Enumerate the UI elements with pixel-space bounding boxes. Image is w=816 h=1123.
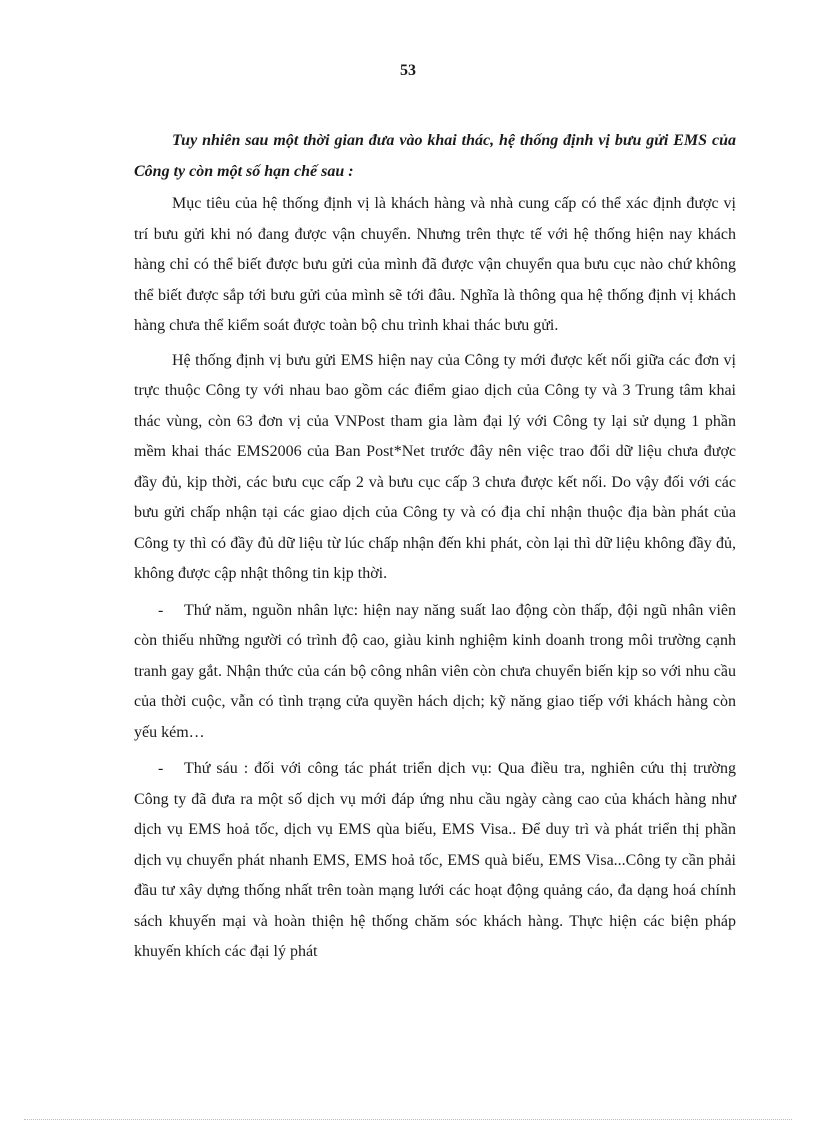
bullet-item-service-development bbox=[134, 754, 736, 968]
section-heading: Tuy nhiên sau một thời gian đưa vào khai thác, hệ thống định vị bưu gửi EMS của Công ty còn một số hạn chế sau : bbox=[134, 132, 736, 180]
paragraph-system-status: Hệ thống định vị bưu gửi EMS hiện nay của Công ty mới được kết nối giữa các đơn vị trực thuộc Công ty với nhau bao gồm các điểm giao dịch của Công ty và 3 Trung tâm khai thác vùng, còn 63 đơn vị của VNPost tham gia làm đại lý với Công ty lại sử dụng 1 phần mềm khai thác EMS2006 của Ban Post*Net trước đây nên việc trao đổi dữ liệu chưa được đầy đủ, kịp thời, các bưu cục cấp 2 và bưu cục cấp 3 chưa được kết nối. Do vậy đối với các bưu gửi chấp nhận tại các giao dịch của Công ty và có địa chỉ nhận thuộc địa bàn phát của Công ty thì có đầy đủ dữ liệu từ lúc chấp nhận đến khi phát, còn lại thì dữ liệu không đầy đủ, không được cập nhật thông tin kịp thời. bbox=[134, 351, 736, 582]
bullet-text: Thứ sáu : đối với công tác phát triển dịch vụ: Qua điều tra, nghiên cứu thị trường Công ty đã đưa ra một số dịch vụ mới đáp ứng nhu cầu ngày càng cao của khách hàng như dịch vụ EMS hoả tốc, dịch vụ EMS qùa biếu, EMS Visa.. Để duy trì và phát triển thị phần dịch vụ chuyển phát nhanh EMS, EMS hoả tốc, EMS quà biếu, EMS Visa...Công ty cần phải đầu tư xây dựng thống nhất trên toàn mạng lưới các hoạt động quảng cáo, đa dạng hoá chính sách khuyến mại và hoàn thiện hệ thống chăm sóc khách hàng. Thực hiện các biện pháp khuyến khích các đại lý phát bbox=[134, 760, 736, 960]
document-body bbox=[134, 126, 736, 974]
page-number: 53 bbox=[400, 62, 416, 79]
bullet-text: Thứ năm, nguồn nhân lực: hiện nay năng suất lao động còn thấp, đội ngũ nhân viên còn thiếu những người có trình độ cao, giàu kinh nghiệm kinh doanh trong môi trường cạnh tranh gay gắt. Nhận thức của cán bộ công nhân viên còn chưa chuyển biến kịp so với nhu cầu của thời cuộc, vẫn có tình trạng cửa quyền hách dịch; kỹ năng giao tiếp với khách hàng còn yếu kém… bbox=[134, 601, 736, 741]
bullet-dash: - bbox=[158, 601, 164, 619]
page-bottom-rule bbox=[24, 1119, 792, 1120]
paragraph-objective: Mục tiêu của hệ thống định vị là khách hàng và nhà cung cấp có thể xác định được vị trí bưu gửi khi nó đang được vận chuyển. Nhưng trên thực tế với hệ thống hiện nay khách hàng chỉ có thể biết được bưu gửi của mình đã được vận chuyển qua bưu cục nào chứ không thể biết được sắp tới bưu gửi của mình sẽ tới đâu. Nghĩa là thông qua hệ thống định vị khách hàng chưa thể kiểm soát được toàn bộ chu trình khai thác bưu gửi. bbox=[134, 195, 736, 334]
bullet-dash: - bbox=[158, 760, 164, 777]
bullet-item-human-resources bbox=[134, 596, 736, 749]
